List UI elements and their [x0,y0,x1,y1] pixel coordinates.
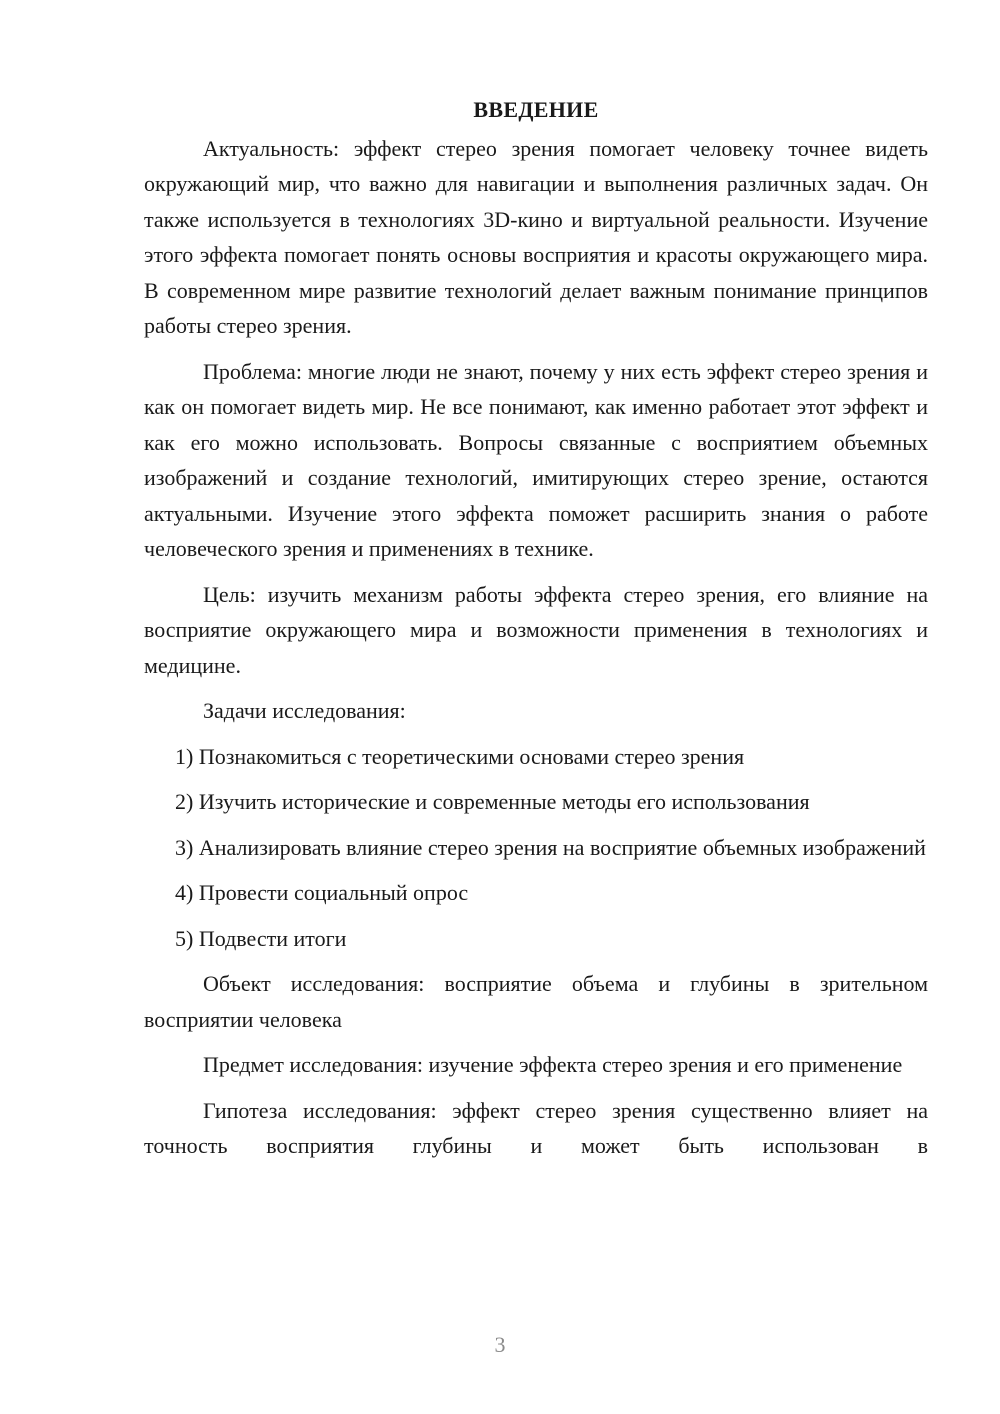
object-paragraph: Объект исследования: восприятие объема и глубины в зрительном восприятии человека [144,971,928,1032]
page-number: 3 [494,1332,506,1357]
goal-paragraph: Цель: изучить механизм работы эффекта стерео зрения, его влияние на восприятие окружающего мира и возможности применения в технологиях и медицине. [144,581,928,678]
task-item-3: 3) Анализировать влияние стерео зрения на восприятие объемных изображений [175,834,926,860]
task-item-4: 4) Провести социальный опрос [175,880,469,905]
document-page [144,92,928,1164]
task-item-2: 2) Изучить исторические и современные методы его использования [175,789,810,814]
task-item-1: 1) Познакомиться с теоретическими основами стерео зрения [175,743,745,769]
problem-paragraph: Проблема: многие люди не знают, почему у них есть эффект стерео зрения и как он помогает видеть мир. Не все понимают, как именно работает этот эффект и как его можно использовать. Вопросы связанные с восприятием объемных изображений и создание технологий, имитирующих стерео зрение, остаются актуальными. Изучение этого эффекта поможет расширить знания о работе человеческого зрения и применениях в технике. [144,358,928,561]
section-title: ВВЕДЕНИЕ [473,97,599,122]
task-item-5: 5) Подвести итоги [175,925,347,951]
subject-paragraph: Предмет исследования: изучение эффекта стерео зрения и его применение [203,1052,903,1077]
relevance-paragraph: Актуальность: эффект стерео зрения помогает человеку точнее видеть окружающий мир, что важно для навигации и выполнения различных задач. Он также используется в технологиях 3D-кино и виртуальной реальности. Изучение этого эффекта помогает понять основы восприятия и красоты окружающего мира. В современном мире развитие технологий делает важным понимание принципов работы стерео зрения. [144,135,928,338]
hypothesis-paragraph: Гипотеза исследования: эффект стерео зрения существенно влияет на точность восприятия глубины и может быть использован в [144,1097,928,1158]
tasks-heading: Задачи исследования: [203,698,406,723]
